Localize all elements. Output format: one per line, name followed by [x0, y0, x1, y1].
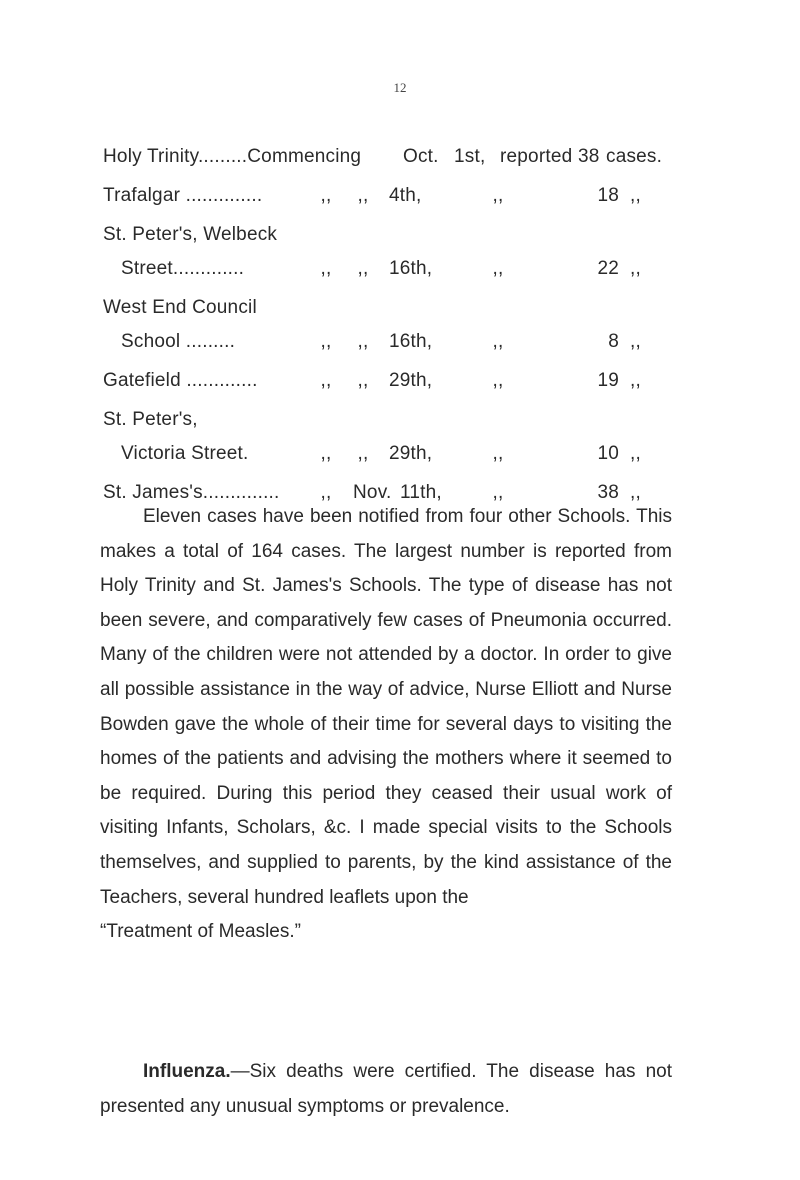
day: 16th,: [389, 258, 433, 279]
month: Nov.: [353, 482, 392, 503]
ditto-mark: ,,: [357, 331, 369, 352]
influenza-text: —Six deaths were certified. The disease has not presented any unusual symptoms or prevalence.: [100, 1061, 672, 1117]
school-name: Holy Trinity.........Commencing: [103, 146, 362, 167]
day: 16th,: [389, 331, 433, 352]
case-count: 38: [578, 146, 600, 167]
ditto-mark: ,,: [630, 331, 641, 352]
day: 11th,: [400, 482, 442, 503]
school-name: Gatefield .............: [103, 370, 258, 391]
school-name-cont: School .........: [121, 331, 236, 352]
school-name: St. Peter's,: [103, 409, 198, 430]
ditto-mark: ,,: [630, 443, 641, 464]
table-row: [103, 403, 683, 471]
school-name: West End Council: [103, 297, 257, 318]
case-count: 8: [608, 331, 619, 352]
verb: reported: [500, 146, 573, 167]
case-count: 38: [597, 482, 619, 503]
schools-table: [103, 140, 683, 515]
case-count: 10: [597, 443, 619, 464]
ditto-mark: ,,: [357, 370, 369, 391]
day: 4th,: [389, 185, 422, 206]
ditto-mark: ,,: [492, 370, 504, 391]
ditto-mark: ,,: [630, 185, 641, 206]
ditto-mark: ,,: [630, 370, 641, 391]
month: Oct.: [403, 146, 439, 167]
ditto-mark: ,,: [492, 482, 504, 503]
table-row: [103, 140, 683, 174]
measles-paragraph: [100, 500, 672, 950]
ditto-mark: ,,: [492, 258, 504, 279]
ditto-mark: ,,: [320, 482, 332, 503]
ditto-mark: ,,: [630, 482, 641, 503]
school-name-cont: Victoria Street.: [121, 443, 249, 464]
school-name-cont: Street.............: [121, 258, 245, 279]
influenza-heading: Influenza.: [143, 1061, 231, 1082]
ditto-mark: ,,: [357, 443, 369, 464]
ditto-mark: ,,: [320, 331, 332, 352]
ditto-mark: ,,: [320, 185, 332, 206]
case-count: 19: [597, 370, 619, 391]
school-name: Trafalgar ..............: [103, 185, 263, 206]
table-row: [103, 179, 683, 213]
case-count: 22: [597, 258, 619, 279]
school-name: St. James's..............: [103, 482, 280, 503]
case-count: 18: [597, 185, 619, 206]
influenza-paragraph: [100, 1055, 672, 1124]
ditto-mark: ,,: [357, 185, 369, 206]
school-name: St. Peter's, Welbeck: [103, 224, 278, 245]
table-row: [103, 218, 683, 286]
table-row: [103, 291, 683, 359]
ditto-mark: ,,: [357, 258, 369, 279]
paragraph-end: “Treatment of Measles.”: [100, 921, 301, 943]
ditto-mark: ,,: [492, 185, 504, 206]
ditto-mark: ,,: [320, 443, 332, 464]
unit: cases.: [606, 146, 663, 167]
day: 29th,: [389, 370, 433, 391]
ditto-mark: ,,: [320, 258, 332, 279]
table-row: [103, 364, 683, 398]
day: 29th,: [389, 443, 433, 464]
day: 1st,: [454, 146, 486, 167]
ditto-mark: ,,: [492, 331, 504, 352]
ditto-mark: ,,: [320, 370, 332, 391]
page-number: 12: [393, 80, 407, 95]
paragraph-body: Eleven cases have been notified from four other Schools. This makes a total of 164 cases. The largest number is reported from Holy Trinity and St. James's Schools. The type of disease has not been severe, and comparatively few cases of Pneumonia occurred. Many of the children were not attended by a doctor. In order to give all possible assistance in the way of advice, Nurse Elliott and Nurse Bowden gave the whole of their time for several days to visiting the homes of the patients and advising the mothers where it seemed to be required. During this period they ceased their usual work of visiting Infants, Scholars, &c. I made special visits to the Schools themselves, and supplied to parents, by the kind assistance of the Teachers, several hundred leaflets upon the: [100, 506, 672, 908]
ditto-mark: ,,: [492, 443, 504, 464]
ditto-mark: ,,: [630, 258, 641, 279]
